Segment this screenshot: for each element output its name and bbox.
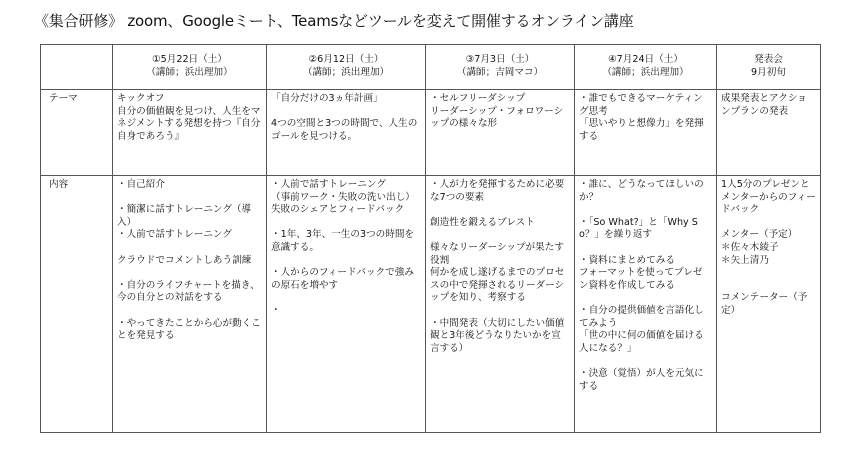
row-label-theme: テーマ: [41, 90, 113, 176]
header-cell-session-4: ④7月24日（土） （講師；浜出理加）: [575, 45, 717, 90]
content-cell-session-2: ・人前で話すトレーニング （事前ワーク・失敗の洗い出し） 失敗のシェアとフィードバック ・1年、3年、一生の3つの時間を意識する。 ・人からのフィードバックで強みの原石を増やす ・: [267, 176, 426, 433]
theme-cell-session-2: 「自分だけの3ヵ年計画」 4つの空間と3つの時間で、人生のゴールを見つける。: [267, 90, 426, 176]
content-cell-presentation: 1人5分のプレゼンとメンターからのフィードバック メンター（予定） ＊佐々木綾子 ＊矢上清乃 コメンテーター（予定）: [717, 176, 821, 433]
table-row-theme: [41, 90, 821, 176]
table-row-content: [41, 176, 821, 433]
header-cell-session-3: ③7月3日（土） （講師；吉岡マコ）: [426, 45, 575, 90]
header-cell-session-1: ①5月22日（土） （講師；浜出理加）: [113, 45, 267, 90]
header-cell-presentation: 発表会 9月初旬: [717, 45, 821, 90]
theme-cell-session-1: キックオフ 自分の価値観を見つけ、人生をマネジメントする発想を持つ『自分自身であろう』: [113, 90, 267, 176]
content-cell-session-1: ・自己紹介 ・簡潔に話すトレーニング（導入） ・人前で話すトレーニング クラウドでコメントしあう訓練 ・自分のライフチャートを描き、今の自分との対話をする ・やってきたことから心が動くことを発見する: [113, 176, 267, 433]
schedule-table: [40, 44, 821, 433]
header-row: [41, 45, 821, 90]
theme-cell-presentation: 成果発表とアクションプランの発表: [717, 90, 821, 176]
theme-cell-session-3: ・セルフリーダシップ リーダーシップ・フォロワーシップの様々な形: [426, 90, 575, 176]
header-cell-corner: [41, 45, 113, 90]
theme-cell-session-4: ・誰でもできるマーケティング思考 「思いやりと想像力」を発揮する: [575, 90, 717, 176]
row-label-content: 内容: [41, 176, 113, 433]
content-cell-session-3: ・人が力を発揮するために必要な7つの要素 創造性を鍛えるブレスト 様々なリーダーシップが果たす役割 何かを成し遂げるまでのプロセスの中で発揮されるリーダーシップを知り、考察する ・中間発表（大切にしたい価値観と3年後どうなりたいかを宣言する）: [426, 176, 575, 433]
header-cell-session-2: ②6月12日（土） （講師；浜出理加）: [267, 45, 426, 90]
page-title: 《集合研修》 zoom、Googleミート、Teamsなどツールを変えて開催するオンライン講座: [34, 12, 634, 30]
content-cell-session-4: ・誰に、どうなってほしいのか？ ・「So What?」と「Why So？」を繰り返す ・資料にまとめてみる フォーマットを使ってプレゼン資料を作成してみる ・自分の提供価値を言語化してみよう 「世の中に何の価値を届ける人になる？」 ・決意（覚悟）が人を元気にする: [575, 176, 717, 433]
